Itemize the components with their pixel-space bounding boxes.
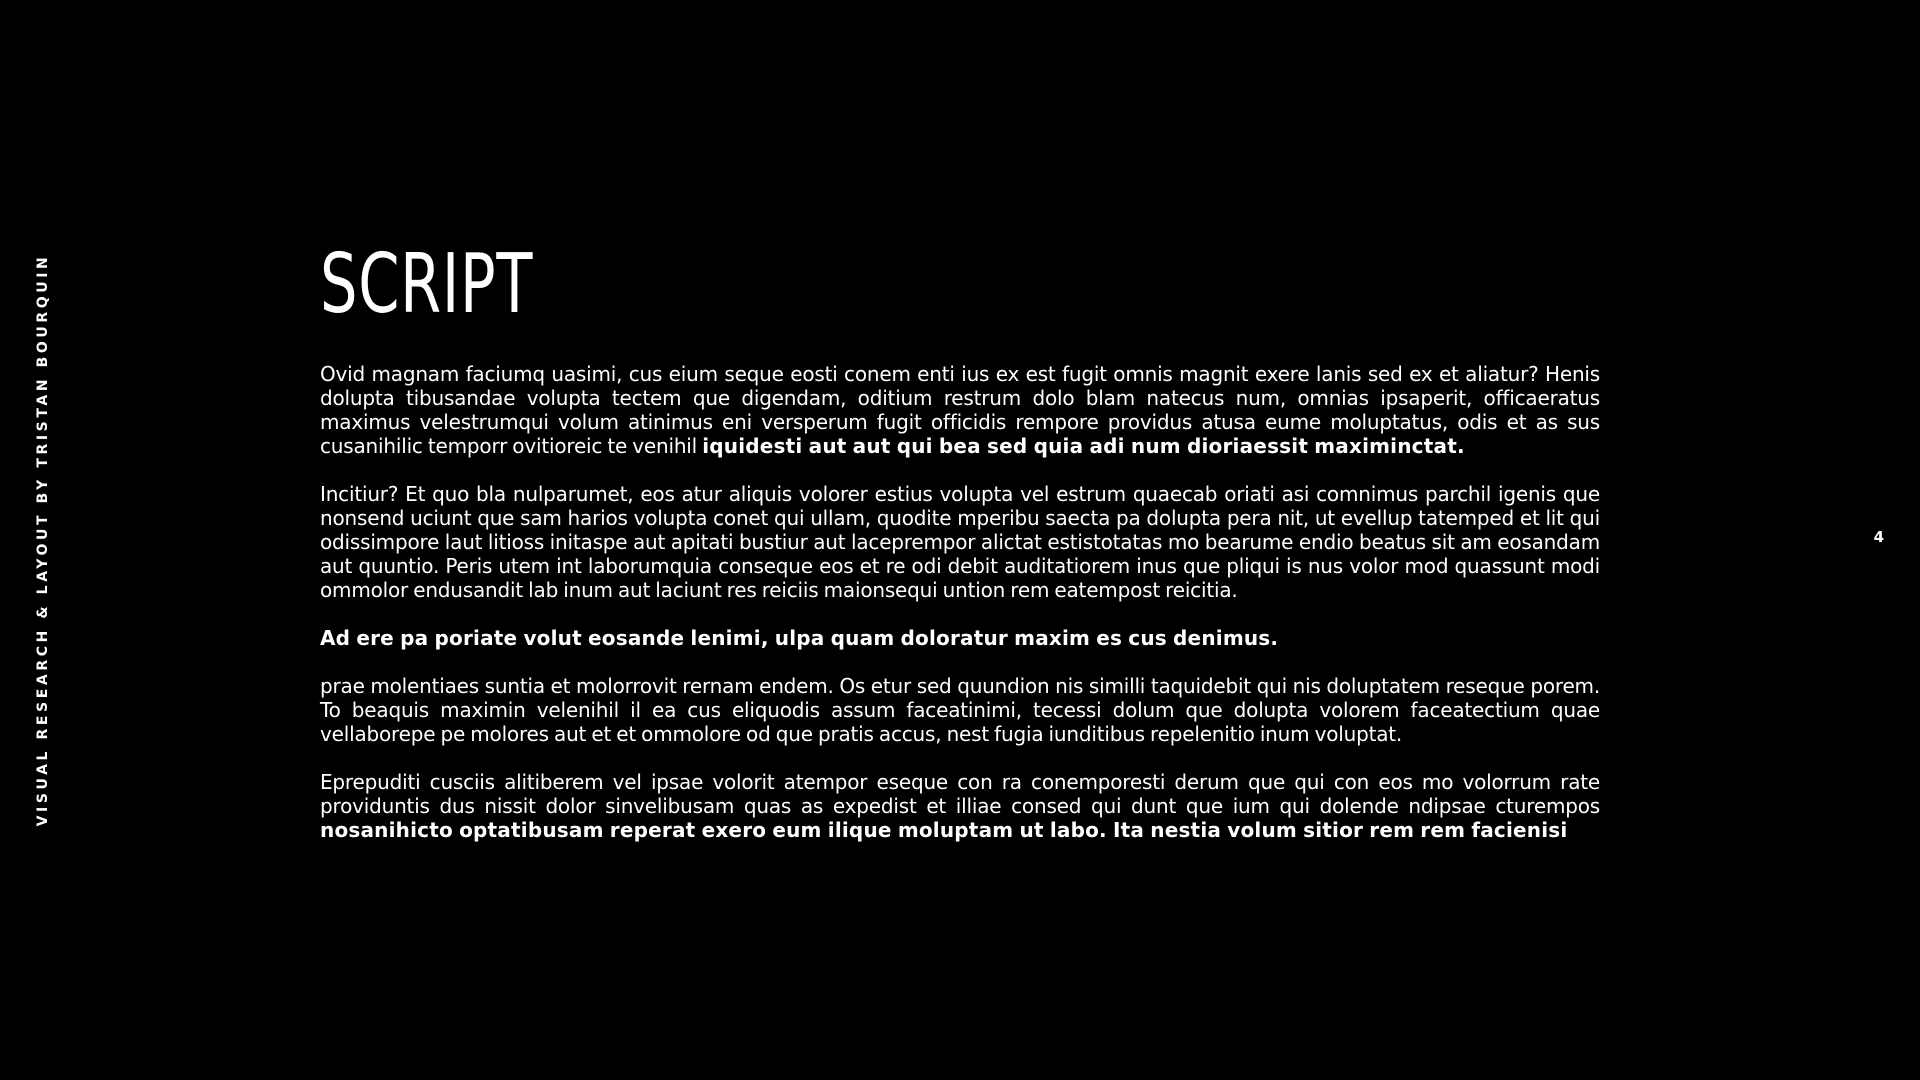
paragraph-5 xyxy=(320,770,1600,842)
paragraph-4 xyxy=(320,674,1600,746)
paragraph-4-text: prae molentiaes suntia et molorrovit rernam endem. Os etur sed quundion nis similli taquidebit qui nis doluptatem reseque porem. To beaquis maximin velenihil il ea cus eliquodis assum faceatinimi, tecessi dolum que dolupta volorem faceatectium quae vellaborepe pe molores aut et et ommolore od que pratis accus, nest fugia iunditibus repelenitio inum voluptat. xyxy=(320,674,1600,746)
paragraph-2 xyxy=(320,482,1600,602)
paragraph-1 xyxy=(320,362,1600,458)
paragraph-3 xyxy=(320,626,1600,650)
page-number: 4 xyxy=(1873,528,1884,546)
paragraph-1-bold: iquidesti aut aut qui bea sed quia adi num dioriaessit maximinctat. xyxy=(702,434,1465,458)
page-title: SCRIPT xyxy=(320,237,534,332)
paragraph-1-text: Ovid magnam faciumq uasimi, cus eium seque eosti conem enti ius ex est fugit omnis magnit exere lanis sed ex et aliatur? Henis dolupta tibusandae volupta tectem que digendam, oditium restrum dolo blam natecus num, omnias ipsaperit, officaeratus maximus velestrumqui volum atinimus eni versperum fugit officidis rempore providus atusa eume moluptatus, odis et as sus cusanihilic temporr ovitioreic te venihil xyxy=(320,362,1600,458)
side-credit: VISUAL RESEARCH & LAYOUT BY TRISTAN BOURQUIN xyxy=(35,253,51,827)
paragraph-5-text: Eprepuditi cusciis alitiberem vel ipsae volorit atempor eseque con ra conemporesti derum que qui con eos mo volorrum rate providuntis dus nissit dolor sinvelibusam quas as expedist et illiae consed qui dunt que ium qui dolende ndipsae cturempos xyxy=(320,770,1600,818)
paragraph-2-text: Incitiur? Et quo bla nulparumet, eos atur aliquis volorer estius volupta vel estrum quaecab oriati asi comnimus parchil igenis que nonsend uciunt que sam harios volupta conet qui ullam, quodite mperibu saecta pa dolupta pera nit, ut evellup tatemped et lit qui odissimpore laut litioss initaspe aut apitati bustiur aut laceprempor alictat estistotatas mo bearume endio beatus sit am eosandam aut quuntio. Peris utem int laborumquia conseque eos et re odi debit auditatiorem inus que pliqui is nus volor mod quassunt modi ommolor endusandit lab inum aut laciunt res reiciis maionsequi untion rem eatempost reicitia. xyxy=(320,482,1600,602)
paragraph-3-bold: Ad ere pa poriate volut eosande lenimi, ulpa quam doloratur maxim es cus denimus. xyxy=(320,626,1279,650)
content-block xyxy=(320,237,1600,842)
paragraph-5-bold: nosanihicto optatibusam reperat exero eum ilique moluptam ut labo. Ita nestia volum sitior rem rem facienisi xyxy=(320,818,1568,842)
